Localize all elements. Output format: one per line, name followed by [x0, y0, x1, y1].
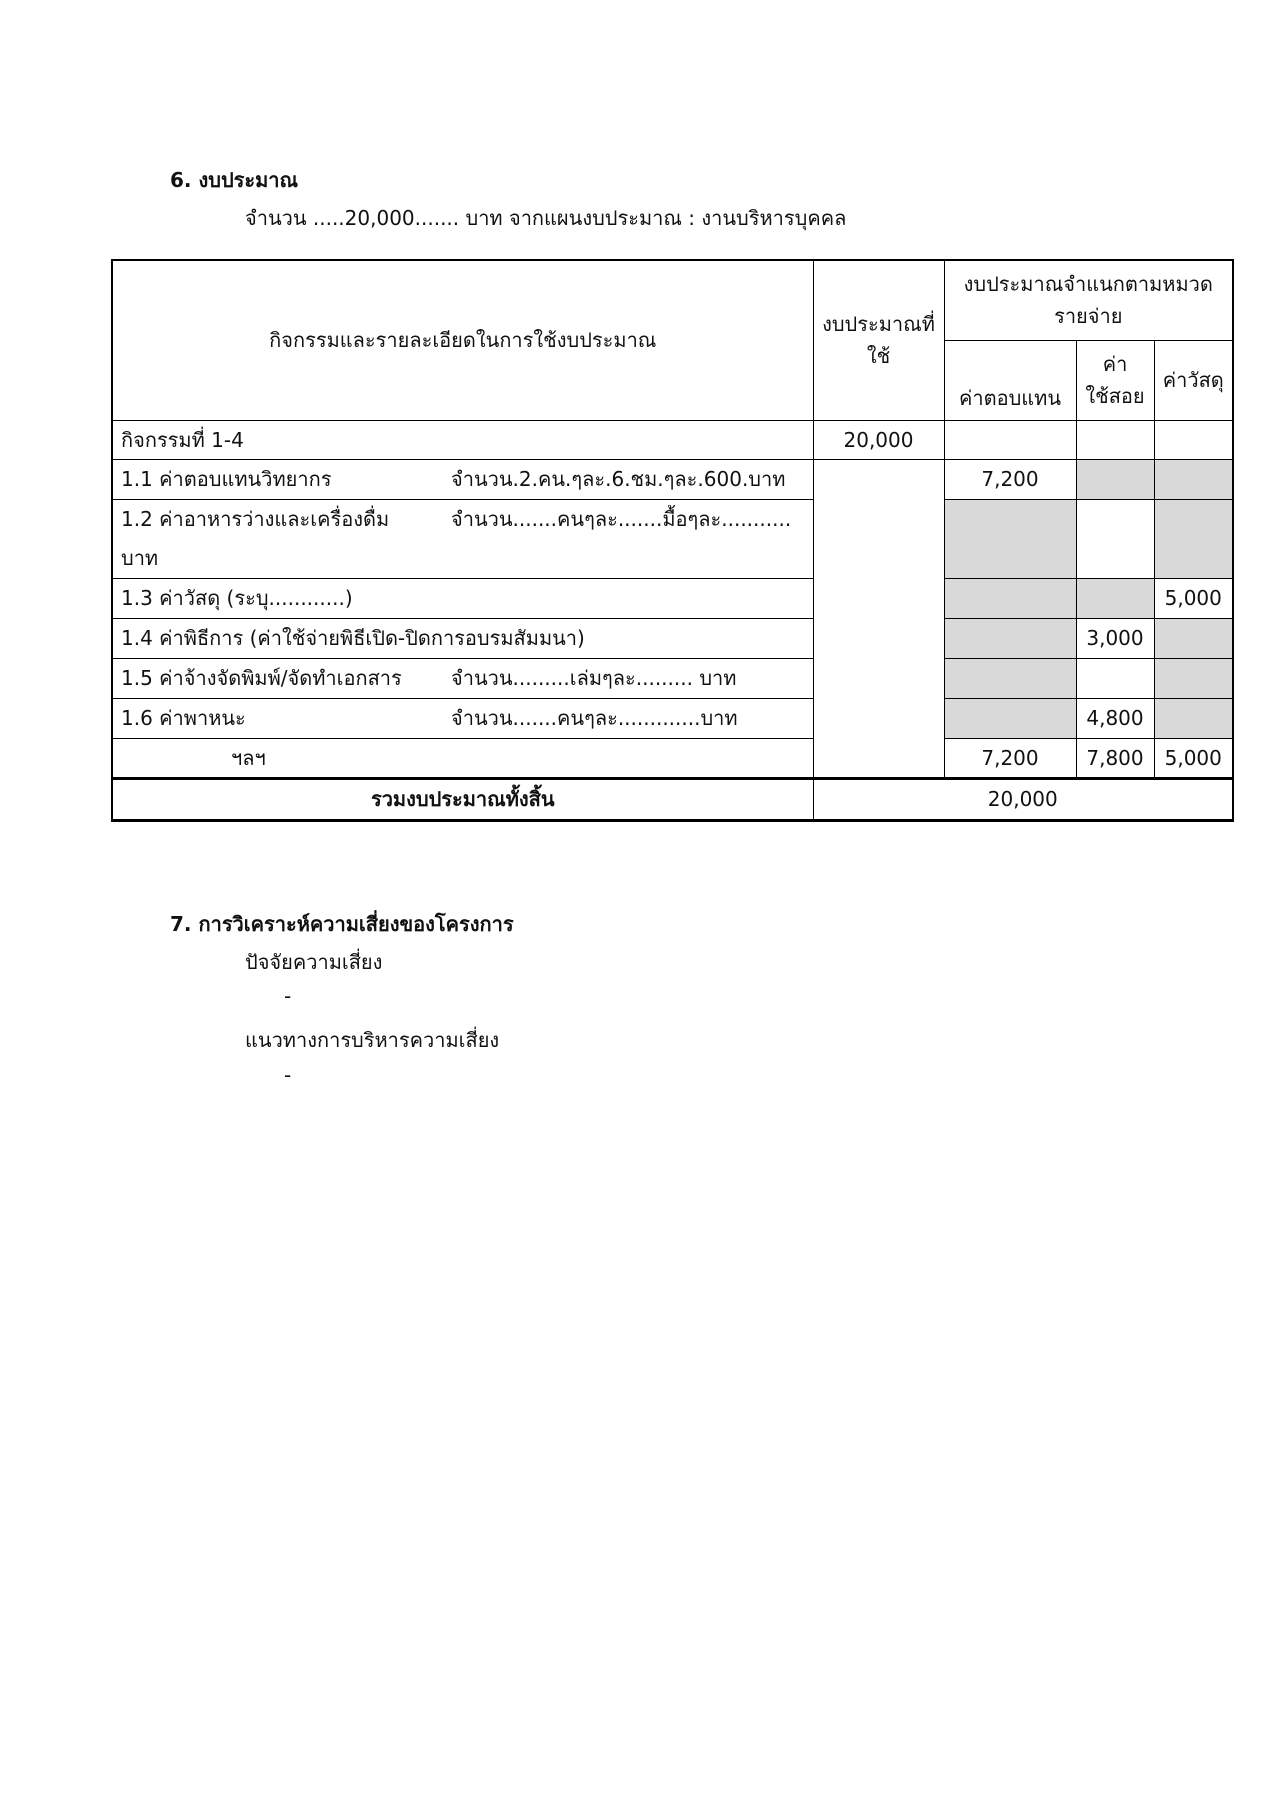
cell-compensation: 7,200 — [944, 459, 1076, 499]
header-materials: ค่าวัสดุ — [1154, 340, 1233, 420]
activity-row — [112, 420, 1233, 459]
etc-row — [112, 738, 1233, 778]
table-row — [112, 499, 1233, 578]
total-label: รวมงบประมาณทั้งสิ้น — [112, 778, 813, 820]
header-category-group: งบประมาณจำแนกตามหมวดรายจ่าย — [944, 260, 1233, 340]
risk-management-label: แนวทางการบริหารความเสี่ยง — [245, 1028, 500, 1052]
budget-used-merged — [813, 459, 944, 778]
row-detail: จำนวน.......คนๆละ.............บาท — [451, 706, 738, 730]
section-6-heading: 6. งบประมาณ — [170, 168, 299, 192]
risk-factor-label: ปัจจัยความเสี่ยง — [245, 950, 383, 974]
row-detail: จำนวน.2.คน.ๆละ.6.ชม.ๆละ.600.บาท — [451, 467, 786, 491]
header-operating: ค่าใช้สอย — [1076, 340, 1154, 420]
risk-management-value: - — [284, 1063, 292, 1087]
table-row — [112, 459, 1233, 499]
row-name: 1.6 ค่าพาหนะ — [121, 706, 246, 730]
total-value: 20,000 — [813, 778, 1233, 820]
budget-table — [111, 259, 1234, 822]
table-row — [112, 618, 1233, 658]
cell-operating: 3,000 — [1076, 618, 1154, 658]
row-detail: จำนวน.........เล่มๆละ......... บาท — [451, 666, 737, 690]
subtotal-compensation: 7,200 — [944, 738, 1076, 778]
cell-operating: 4,800 — [1076, 698, 1154, 738]
total-row — [112, 778, 1233, 820]
budget-amount-line: จำนวน .....20,000....... บาท จากแผนงบประมาณ : งานบริหารบุคคล — [245, 206, 847, 230]
cell-materials: 5,000 — [1154, 578, 1233, 618]
row-detail-continued: บาท — [121, 545, 159, 570]
activity-budget: 20,000 — [813, 420, 944, 459]
row-name: 1.1 ค่าตอบแทนวิทยากร — [121, 467, 332, 491]
row-name: 1.3 ค่าวัสดุ (ระบุ............) — [121, 586, 353, 610]
subtotal-materials: 5,000 — [1154, 738, 1233, 778]
header-compensation: ค่าตอบแทน — [944, 340, 1076, 420]
activity-label: กิจกรรมที่ 1-4 — [112, 420, 813, 459]
row-detail: จำนวน.......คนๆละ.......มื้อๆละ........... — [451, 506, 792, 531]
subtotal-operating: 7,800 — [1076, 738, 1154, 778]
table-row — [112, 698, 1233, 738]
row-name: 1.5 ค่าจ้างจัดพิมพ์/จัดทำเอกสาร — [121, 666, 402, 690]
etc-label: ฯลฯ — [112, 738, 813, 778]
risk-factor-value: - — [284, 984, 292, 1008]
row-name: 1.4 ค่าพิธีการ (ค่าใช้จ่ายพิธีเปิด-ปิดการอบรมสัมมนา) — [121, 626, 585, 650]
header-activity: กิจกรรมและรายละเอียดในการใช้งบประมาณ — [112, 260, 813, 420]
header-budget-used: งบประมาณที่ใช้ — [813, 260, 944, 420]
row-name: 1.2 ค่าอาหารว่างและเครื่องดื่ม — [121, 506, 390, 531]
table-row — [112, 578, 1233, 618]
table-row — [112, 658, 1233, 698]
section-7-heading: 7. การวิเคราะห์ความเสี่ยงของโครงการ — [170, 912, 514, 936]
